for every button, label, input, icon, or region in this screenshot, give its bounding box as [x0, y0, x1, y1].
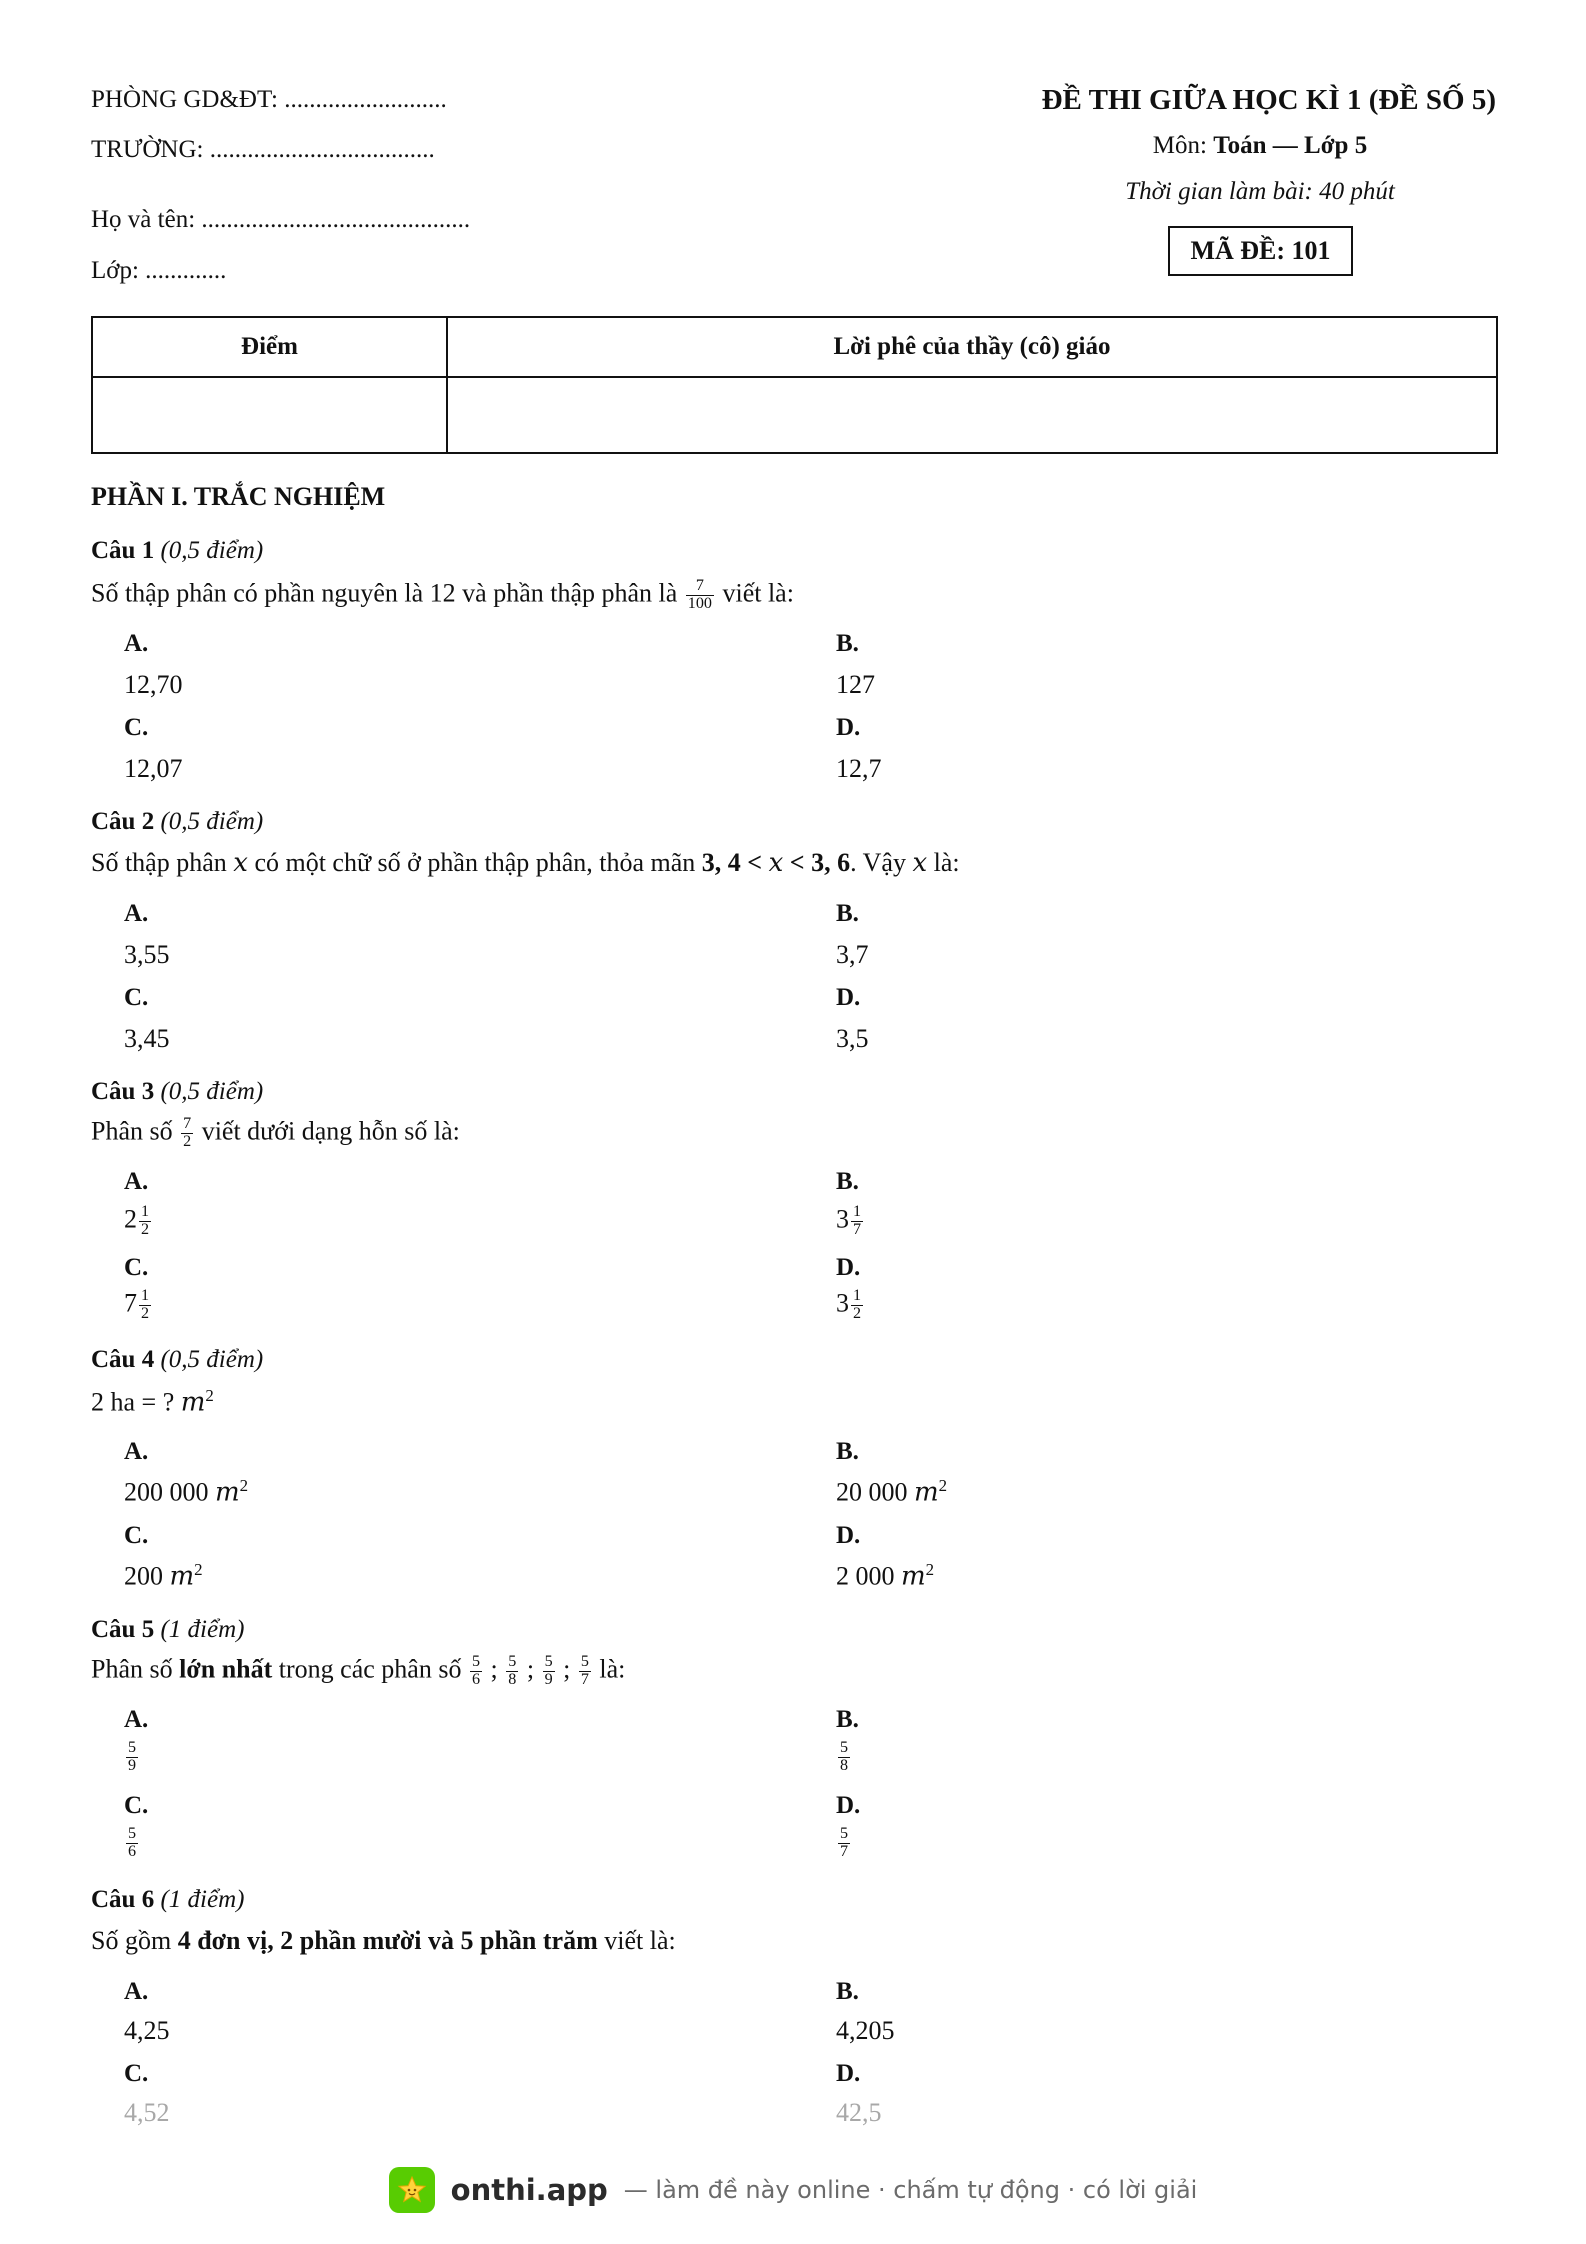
- q3-option-a-value[interactable]: 2 $\frac{1}{2}$: [124, 1203, 150, 1238]
- q5-option-b-label[interactable]: B.: [836, 1706, 859, 1733]
- section-title: PHẦN I. TRẮC NGHIỆM: [91, 482, 386, 511]
- department-line: PHÒNG GD&ĐT: ..........................: [91, 86, 447, 113]
- q1-option-b-label[interactable]: B.: [836, 630, 859, 657]
- fraction: $\frac{7}{100}$: [687, 577, 712, 612]
- q4-option-b-label[interactable]: B.: [836, 1438, 859, 1465]
- question-2-title: Câu 2 (0,5 điểm): [91, 808, 264, 835]
- question-3-text: Phân số $\frac{7}{2}$ viết dưới dạng hỗn số là:: [91, 1115, 460, 1150]
- q6-option-a-value[interactable]: 4,25: [124, 2016, 170, 2045]
- q4-option-d-value[interactable]: 2 000 $m^2$: [836, 1560, 935, 1592]
- q6-option-d-value[interactable]: 42,5: [836, 2098, 882, 2127]
- q3-option-b-value[interactable]: 3 $\frac{1}{7}$: [836, 1203, 862, 1238]
- q2-option-a-value[interactable]: 3,55: [124, 940, 170, 969]
- q1-option-d-value[interactable]: 12,7: [836, 754, 882, 783]
- question-3-title: Câu 3 (0,5 điểm): [91, 1078, 264, 1105]
- q4-option-d-label[interactable]: D.: [836, 1522, 861, 1549]
- q3-option-b-label[interactable]: B.: [836, 1168, 859, 1195]
- subject-name: Toán — Lớp 5: [1213, 132, 1368, 159]
- q1-option-a-label[interactable]: A.: [124, 630, 149, 657]
- q5-option-b-value[interactable]: $\frac{5}{8}$: [840, 1739, 849, 1774]
- question-5-title: Câu 5 (1 điểm): [91, 1616, 245, 1643]
- q4-option-c-label[interactable]: C.: [124, 1522, 149, 1549]
- q6-option-b-value[interactable]: 4,205: [836, 2016, 895, 2045]
- question-1-title: Câu 1 (0,5 điểm): [91, 537, 264, 564]
- q3-option-d-label[interactable]: D.: [836, 1254, 861, 1281]
- q5-option-d-value[interactable]: $\frac{5}{7}$: [840, 1825, 849, 1860]
- q5-option-c-value[interactable]: $\frac{5}{6}$: [128, 1825, 137, 1860]
- question-4-title: Câu 4 (0,5 điểm): [91, 1346, 264, 1373]
- q1-option-c-value[interactable]: 12,07: [124, 754, 183, 783]
- q6-option-c-value[interactable]: 4,52: [124, 2098, 170, 2127]
- comment-header: Lời phê của thầy (cô) giáo: [447, 317, 1497, 377]
- question-2-text: Số thập phân x có một chữ số ở phần thập phân, thỏa mãn 3, 4 < x < 3, 6. Vậy x là:: [91, 848, 960, 878]
- q6-option-b-label[interactable]: B.: [836, 1978, 859, 2005]
- question-4-text: 2 ha = ? $m^2$: [91, 1386, 214, 1418]
- q1-option-b-value[interactable]: 127: [836, 670, 875, 699]
- q2-option-d-value[interactable]: 3,5: [836, 1024, 869, 1053]
- student-name-line: Họ và tên: ...........................................: [91, 206, 471, 233]
- exam-code-box: [1168, 226, 1353, 276]
- q3-option-a-label[interactable]: A.: [124, 1168, 149, 1195]
- brand-name[interactable]: onthi.app: [450, 2173, 608, 2207]
- subject-line: [1030, 132, 1490, 160]
- question-6-text: Số gồm 4 đơn vị, 2 phần mười và 5 phần trăm viết là:: [91, 1926, 676, 1955]
- q2-option-a-label[interactable]: A.: [124, 900, 149, 927]
- q6-option-d-label[interactable]: D.: [836, 2060, 861, 2087]
- q1-option-c-label[interactable]: C.: [124, 714, 149, 741]
- fraction: $\frac{7}{2}$: [183, 1115, 192, 1150]
- q2-option-d-label[interactable]: D.: [836, 984, 861, 1011]
- q3-option-d-value[interactable]: 3 $\frac{1}{2}$: [836, 1287, 862, 1322]
- class-line: Lớp: .............: [91, 257, 227, 284]
- q4-option-c-value[interactable]: 200 $m^2$: [124, 1560, 203, 1592]
- comment-cell[interactable]: [447, 377, 1497, 453]
- question-6-title: Câu 6 (1 điểm): [91, 1886, 245, 1913]
- q5-option-d-label[interactable]: D.: [836, 1792, 861, 1819]
- score-cell[interactable]: [92, 377, 447, 453]
- q4-option-b-value[interactable]: 20 000 $m^2$: [836, 1476, 948, 1508]
- score-table: [91, 316, 1498, 454]
- q3-option-c-label[interactable]: C.: [124, 1254, 149, 1281]
- q3-option-c-value[interactable]: 7 $\frac{1}{2}$: [124, 1287, 150, 1322]
- q2-option-c-value[interactable]: 3,45: [124, 1024, 170, 1053]
- duration-line: Thời gian làm bài: 40 phút: [1125, 178, 1395, 205]
- q4-option-a-label[interactable]: A.: [124, 1438, 149, 1465]
- q2-option-c-label[interactable]: C.: [124, 984, 149, 1011]
- exam-code: MÃ ĐỀ: 101: [1190, 236, 1331, 265]
- q5-option-c-label[interactable]: C.: [124, 1792, 149, 1819]
- q1-option-a-value[interactable]: 12,70: [124, 670, 183, 699]
- promo-banner[interactable]: [0, 2160, 1586, 2220]
- score-header: Điểm: [92, 317, 447, 377]
- school-line: TRƯỜNG: ....................................: [91, 136, 435, 163]
- q2-option-b-label[interactable]: B.: [836, 900, 859, 927]
- subject-prefix: Môn:: [1152, 132, 1214, 159]
- exam-title: ĐỀ THI GIỮA HỌC KÌ 1 (ĐỀ SỐ 5): [1041, 84, 1496, 116]
- q6-option-c-label[interactable]: C.: [124, 2060, 149, 2087]
- question-1-text: Số thập phân có phần nguyên là 12 và phần thập phân là $\frac{7}{100}$ viết là:: [91, 577, 794, 612]
- brand-tagline: — làm đề này online · chấm tự động · có lời giải: [623, 2176, 1198, 2204]
- question-5-text: Phân số lớn nhất trong các phân số $\frac{5}{6}$ ; $\frac{5}{8}$ ; $\frac{5}{9}$ ; $\frac{5}{7}$ là:: [91, 1653, 626, 1688]
- q1-option-d-label[interactable]: D.: [836, 714, 861, 741]
- q2-option-b-value[interactable]: 3,7: [836, 940, 869, 969]
- q6-option-a-label[interactable]: A.: [124, 1978, 149, 2005]
- q5-option-a-label[interactable]: A.: [124, 1706, 149, 1733]
- q4-option-a-value[interactable]: 200 000 $m^2$: [124, 1476, 249, 1508]
- star-logo-icon: [389, 2167, 435, 2213]
- q5-option-a-value[interactable]: $\frac{5}{9}$: [128, 1739, 137, 1774]
